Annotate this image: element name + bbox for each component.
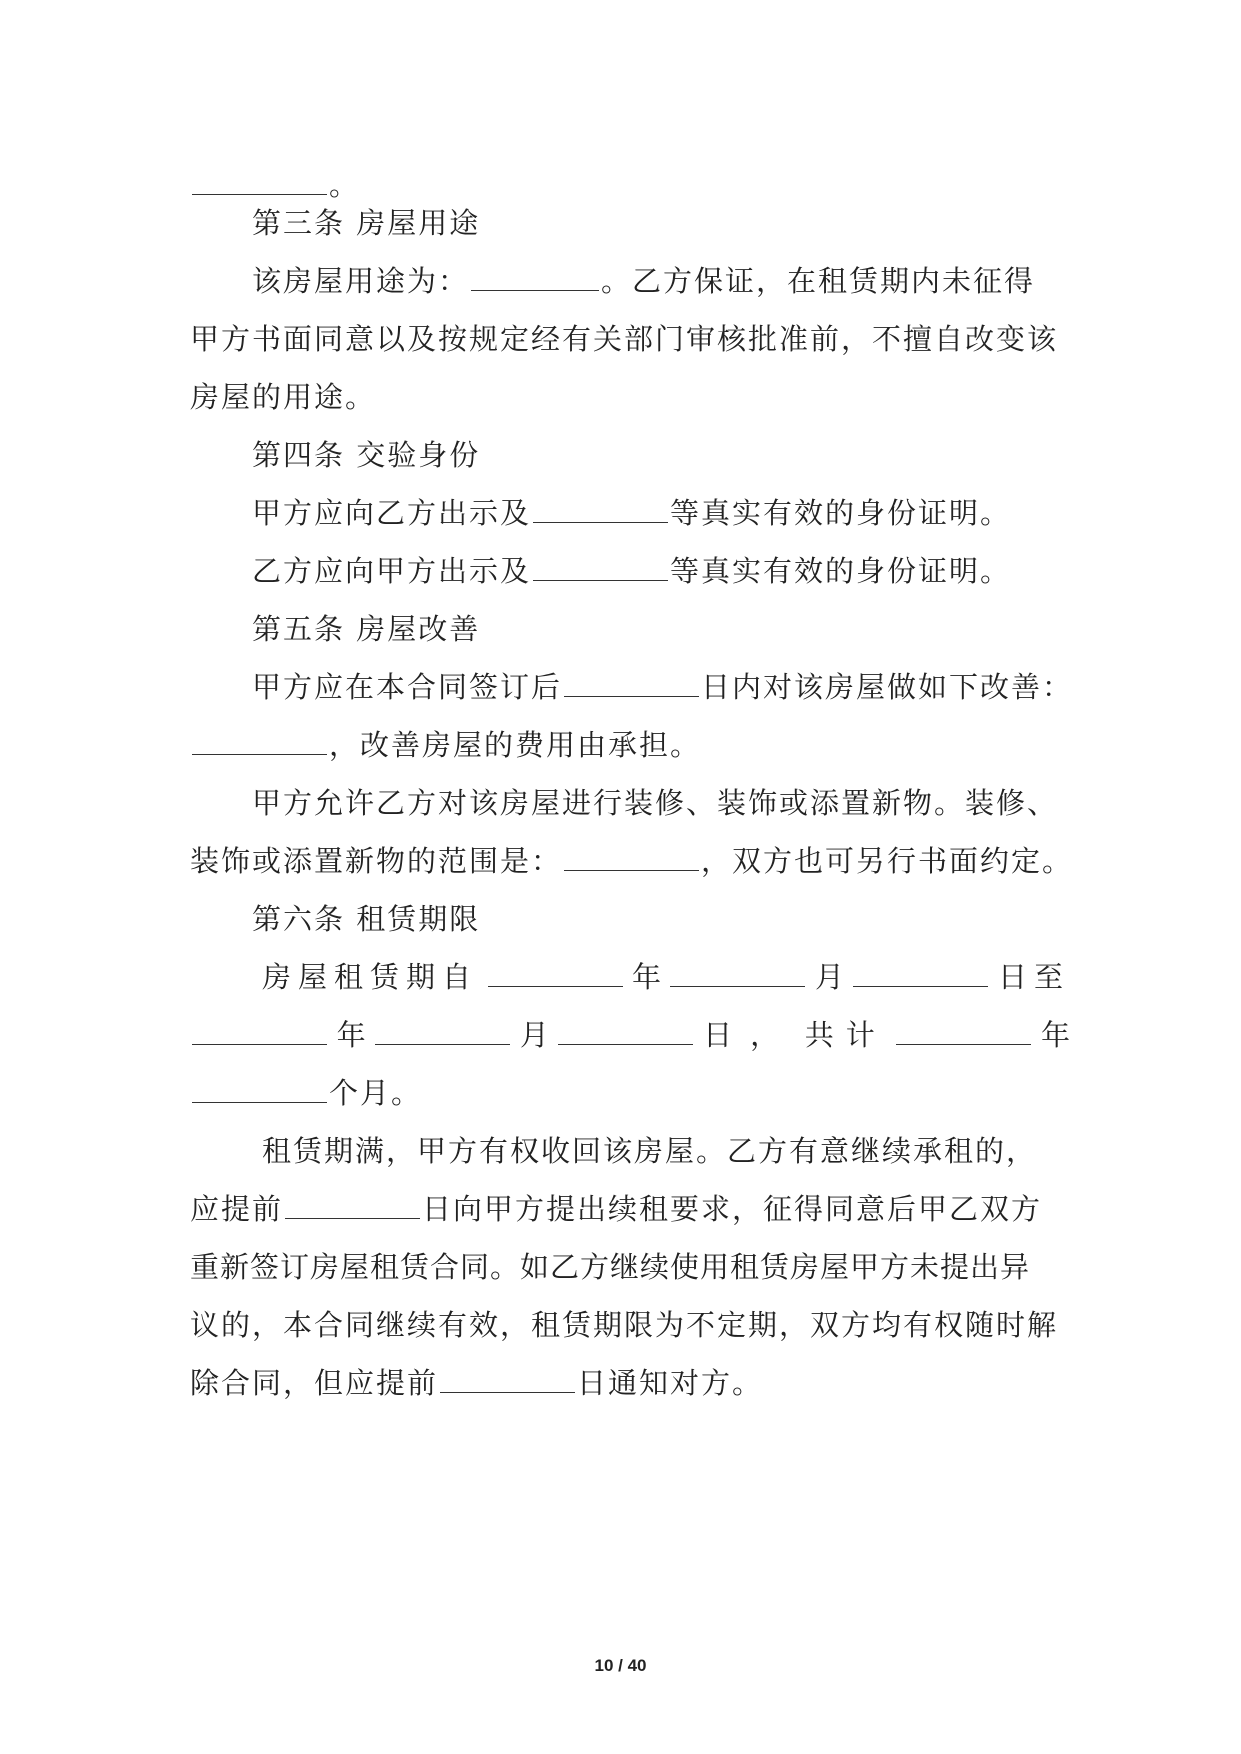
section-heading: 第四条 交验身份 bbox=[252, 438, 481, 472]
blank-field bbox=[670, 960, 805, 987]
blank-field bbox=[471, 264, 599, 291]
text-span: 年 bbox=[631, 960, 661, 994]
text-span: 除合同，但应提前 bbox=[190, 1366, 439, 1400]
text-span: 日， bbox=[703, 1018, 798, 1052]
text-span: 。乙方保证，在租赁期内未征得 bbox=[601, 264, 1036, 298]
paragraph-line bbox=[190, 1015, 1070, 1055]
text-span: 。 bbox=[329, 168, 361, 202]
paragraph-line: 甲方允许乙方对该房屋进行装修、装饰或添置新物。装修、 bbox=[252, 786, 1059, 820]
text-span: 该房屋用途为： bbox=[252, 264, 470, 298]
section-heading: 第五条 房屋改善 bbox=[252, 612, 481, 646]
paragraph-line bbox=[190, 725, 1070, 765]
paragraph-line bbox=[190, 841, 1074, 881]
blank-field bbox=[896, 1018, 1031, 1045]
blank-field bbox=[192, 1018, 327, 1045]
text-span: 月 bbox=[814, 960, 844, 994]
paragraph-line bbox=[190, 1363, 1070, 1403]
paragraph-line: 房屋的用途。 bbox=[190, 380, 377, 414]
blank-field bbox=[564, 844, 699, 871]
paragraph-line bbox=[252, 493, 1132, 533]
blank-field bbox=[558, 1018, 693, 1045]
blank-field bbox=[533, 554, 668, 581]
paragraph-line bbox=[190, 1189, 1070, 1229]
text-span: 等真实有效的身份证明。 bbox=[670, 554, 1012, 588]
paragraph-line: 甲方书面同意以及按规定经有关部门审核批准前，不擅自改变该 bbox=[190, 322, 1059, 356]
text-span: 甲方应在本合同签订后 bbox=[252, 670, 563, 704]
blank-field bbox=[533, 496, 668, 523]
blank-field bbox=[285, 1192, 420, 1219]
paragraph-line bbox=[190, 1073, 1070, 1113]
blank-field bbox=[564, 670, 699, 697]
text-span: 共计 bbox=[804, 1018, 887, 1052]
text-span: 甲方应向乙方出示及 bbox=[252, 496, 532, 530]
text-span: 应提前 bbox=[190, 1192, 284, 1226]
text-span: 日通知对方。 bbox=[577, 1366, 764, 1400]
text-span: 日至 bbox=[997, 960, 1070, 994]
paragraph-line: 租赁期满，甲方有权收回该房屋。乙方有意继续承租的， bbox=[262, 1134, 1038, 1168]
blank-field bbox=[375, 1018, 510, 1045]
text-span: 月 bbox=[519, 1018, 549, 1052]
text-span: ，双方也可另行书面约定。 bbox=[701, 844, 1074, 878]
blank-field bbox=[192, 728, 327, 755]
paragraph-line bbox=[262, 957, 1070, 997]
page-number: 10 / 40 bbox=[594, 1656, 647, 1675]
blank-field bbox=[488, 960, 623, 987]
text-span: 日内对该房屋做如下改善： bbox=[701, 670, 1074, 704]
text-span: 乙方应向甲方出示及 bbox=[252, 554, 532, 588]
text-span: 房屋租赁期自 bbox=[262, 960, 479, 994]
section-heading: 第六条 租赁期限 bbox=[252, 902, 481, 936]
continuation-line bbox=[190, 165, 1070, 205]
blank-field bbox=[192, 168, 327, 195]
text-span: 等真实有效的身份证明。 bbox=[670, 496, 1012, 530]
text-span: 个月。 bbox=[329, 1076, 423, 1110]
blank-field bbox=[192, 1076, 327, 1103]
text-span: 装饰或添置新物的范围是： bbox=[190, 844, 563, 878]
paragraph-line bbox=[252, 667, 1132, 707]
text-span: 日向甲方提出续租要求，征得同意后甲乙双方 bbox=[422, 1192, 1043, 1226]
blank-field bbox=[853, 960, 988, 987]
paragraph-line bbox=[252, 551, 1132, 591]
paragraph-line: 议的，本合同继续有效，租赁期限为不定期，双方均有权随时解 bbox=[190, 1308, 1059, 1342]
text-span: ，改善房屋的费用由承担。 bbox=[329, 728, 702, 762]
paragraph-line bbox=[252, 261, 1132, 301]
paragraph-line: 重新签订房屋租赁合同。如乙方继续使用租赁房屋甲方未提出异 bbox=[190, 1250, 1031, 1284]
blank-field bbox=[440, 1366, 575, 1393]
text-span: 年 bbox=[336, 1018, 366, 1052]
section-heading: 第三条 房屋用途 bbox=[252, 206, 481, 240]
text-span: 年 bbox=[1040, 1018, 1070, 1052]
